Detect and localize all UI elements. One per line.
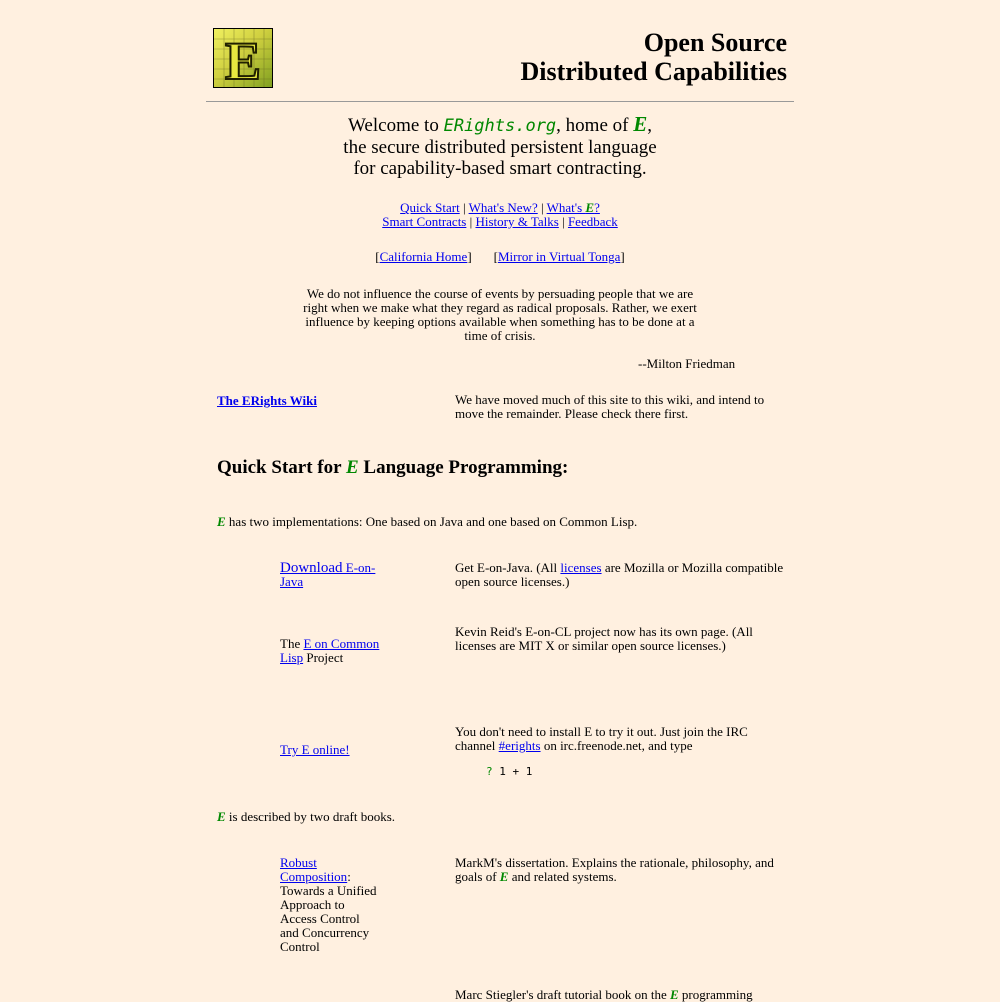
books-e-mark: E	[217, 809, 226, 824]
nav-whats-e-prefix: What's	[546, 200, 586, 215]
erights-wiki-link[interactable]: The ERights Wiki	[217, 393, 317, 408]
nav-feedback[interactable]: Feedback	[567, 214, 618, 229]
header-divider	[206, 101, 794, 102]
prompt-expression: 1 + 1	[492, 765, 533, 778]
e-on-common-lisp-link[interactable]: E on Common Lisp	[280, 636, 380, 665]
implementations-text	[217, 514, 637, 530]
impl-e-mark: E	[217, 514, 226, 529]
robust-desc-1: MarkM's dissertation. Explains the rationale, philosophy, and goals of	[455, 855, 774, 884]
heading-prefix: Quick Start for	[217, 457, 346, 478]
common-lisp-cell	[280, 637, 380, 665]
download-cell	[280, 561, 380, 589]
impl-description: has two implementations: One based on Java and one based on Common Lisp.	[225, 514, 638, 529]
try-e-online-link[interactable]: Try E online!	[280, 742, 350, 757]
e-language-mark: E	[633, 112, 648, 136]
quote-attribution: --Milton Friedman	[638, 356, 736, 371]
welcome-home-of: , home of	[556, 115, 634, 136]
download-desc-2: are Mozilla or Mozilla compatible open source licenses.)	[455, 560, 784, 589]
cl-project: Project	[303, 650, 344, 665]
welcome-block	[200, 114, 800, 179]
nav-history-talks[interactable]: History & Talks	[475, 214, 559, 229]
robust-composition-subtitle: : Towards a Unified Approach to Access Control and Concurrency Control	[280, 869, 377, 954]
erights-irc-channel-link[interactable]: #erights	[498, 738, 541, 753]
mirror-links: [California Home] [Mirror in Virtual Tonga]	[375, 249, 625, 264]
cl-the: The	[280, 636, 304, 651]
welcome-comma: ,	[647, 115, 652, 136]
site-title-line1: Open Source	[643, 28, 787, 57]
quick-start-heading	[217, 457, 568, 479]
download-target: E-on-Java	[280, 560, 376, 589]
stiegler-desc-2: programming	[678, 987, 753, 1002]
try-online-description	[455, 725, 790, 753]
heading-e-mark: E	[345, 457, 359, 478]
tonga-mirror-link[interactable]: Mirror in Virtual Tonga	[498, 249, 621, 264]
nav-separator: |	[537, 200, 547, 215]
nav-smart-contracts[interactable]: Smart Contracts	[382, 214, 467, 229]
robust-composition-cell	[280, 856, 380, 954]
stiegler-e-mark: E	[669, 987, 679, 1002]
nav-whats-new[interactable]: What's New?	[468, 200, 538, 215]
california-home-link[interactable]: California Home	[379, 249, 468, 264]
code-sample	[486, 765, 532, 778]
nav-separator: |	[466, 214, 476, 229]
welcome-prefix: Welcome to	[348, 115, 444, 136]
robust-composition-description	[455, 856, 790, 884]
site-name: ERights.org	[443, 116, 557, 136]
heading-suffix: Language Programming:	[358, 457, 569, 478]
erights-logo[interactable]	[213, 28, 273, 88]
books-intro-text: is described by two draft books.	[225, 809, 396, 824]
welcome-line3: for capability-based smart contracting.	[353, 158, 647, 179]
download-desc-1: Get E-on-Java. (All	[455, 560, 561, 575]
download-label: Download	[280, 560, 343, 576]
logo-letter: E	[224, 31, 262, 87]
try-desc-1: You don't need to install E to try it out. Just join the IRC channel	[455, 724, 748, 753]
robust-desc-e-mark: E	[499, 869, 509, 884]
main-nav	[200, 201, 800, 229]
download-e-on-java-link[interactable]	[280, 560, 375, 589]
nav-whats-e-mark: E	[585, 200, 595, 215]
site-title-line2: Distributed Capabilities	[520, 57, 787, 86]
download-description	[455, 561, 790, 589]
stiegler-desc-1: Marc Stiegler's draft tutorial book on the	[455, 987, 670, 1002]
site-title	[520, 28, 787, 86]
welcome-line2: the secure distributed persistent language	[343, 137, 657, 158]
nav-separator: |	[459, 200, 469, 215]
nav-whats-e-suffix: ?	[594, 200, 600, 215]
quote-text: We do not influence the course of events by persuading people that we are right when we make what they regard as radical proposals. Rather, we exert influence by keeping options available when something has to be done at a time of crisis.	[303, 286, 697, 343]
licenses-link[interactable]: licenses	[560, 560, 602, 575]
common-lisp-description: Kevin Reid's E-on-CL project now has its own page. (All licenses are MIT X or similar open source licenses.)	[455, 624, 753, 653]
wiki-description: We have moved much of this site to this wiki, and intend to move the remainder. Please check there first.	[455, 392, 765, 421]
try-online-cell	[280, 743, 380, 757]
try-desc-2: on irc.freenode.net, and type	[540, 738, 693, 753]
prompt-symbol: ?	[486, 765, 493, 778]
robust-desc-2: and related systems.	[508, 869, 617, 884]
books-intro	[217, 809, 395, 825]
nav-separator: |	[558, 214, 568, 229]
robust-composition-link[interactable]: Robust Composition	[280, 855, 348, 884]
nav-quick-start[interactable]: Quick Start	[400, 200, 460, 215]
nav-whats-e[interactable]	[547, 200, 600, 215]
e-logo-icon	[214, 29, 272, 87]
